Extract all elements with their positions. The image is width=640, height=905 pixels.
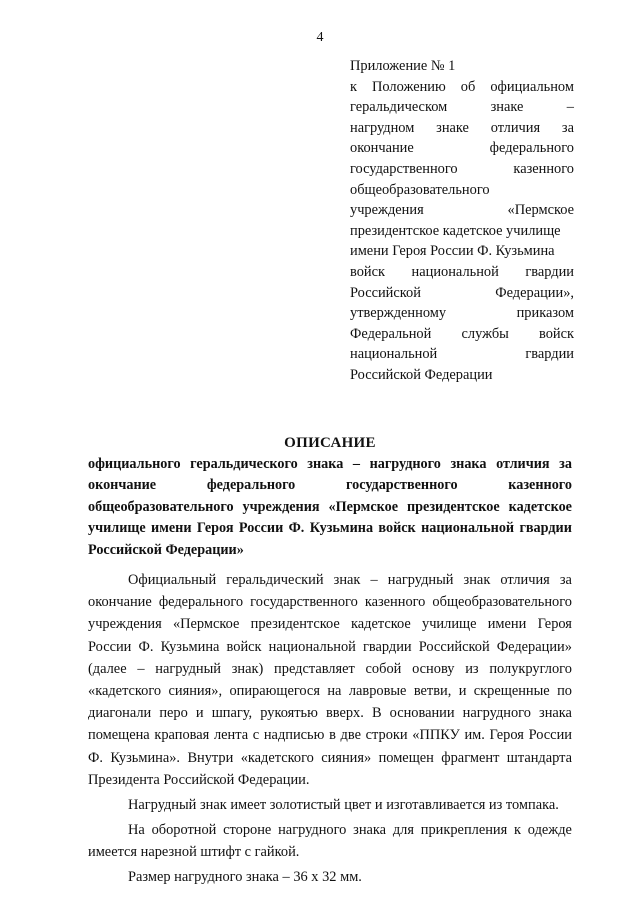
word: геральдическом — [350, 99, 448, 116]
word: Российской — [350, 284, 421, 301]
document-title: ОПИСАНИЕ — [284, 435, 376, 451]
word: государственного — [250, 594, 358, 611]
appendix-line: общеобразовательного — [350, 181, 490, 198]
word: «ППКУ — [412, 727, 460, 744]
subtitle-line: Российской Федерации» — [88, 541, 244, 558]
word: одежде — [527, 822, 572, 839]
appendix-line — [350, 283, 574, 304]
body-line: имеется нарезной штифт с гайкой. — [88, 844, 300, 861]
subtitle-line — [88, 497, 572, 518]
body-line — [88, 702, 572, 724]
word: знак) — [231, 660, 264, 677]
appendix-line: президентское кадетское училище — [350, 222, 561, 239]
appendix-line — [350, 344, 574, 365]
appendix-line — [350, 303, 574, 324]
word: – — [352, 456, 360, 472]
word: опирающегося — [229, 682, 320, 699]
body-line — [88, 724, 572, 746]
word: Внутри — [187, 749, 234, 766]
word: национальной — [350, 346, 438, 363]
word: кадетское — [508, 498, 572, 515]
word: прикрепления — [420, 822, 508, 839]
word: ветви, — [413, 682, 452, 699]
body-line — [88, 747, 572, 769]
document-subtitle — [88, 454, 572, 561]
word: президентское — [406, 498, 500, 515]
word: имени — [151, 520, 192, 537]
word: диагонали — [88, 705, 152, 722]
appendix-line: Приложение № 1 — [350, 58, 456, 74]
word: Положению — [372, 78, 446, 95]
word: с — [252, 727, 260, 744]
appendix-line: Российской Федерации — [350, 366, 493, 383]
body-line — [88, 819, 572, 841]
word: сияния» — [321, 749, 372, 766]
word: основании — [389, 705, 455, 722]
word: нагрудного — [278, 822, 347, 839]
word: окончание — [88, 594, 152, 611]
word: «кадетского — [240, 749, 314, 766]
word: Героя — [489, 727, 524, 744]
body-line — [88, 591, 572, 613]
word: отличия — [490, 119, 541, 136]
word: знаке — [436, 119, 469, 136]
appendix-line — [350, 159, 574, 180]
word: нагрудного — [369, 456, 441, 472]
word: перо — [159, 705, 188, 722]
word: окончание — [350, 140, 414, 157]
word: помещен — [378, 749, 434, 766]
word: строки — [365, 727, 408, 744]
word: официальном — [490, 78, 574, 95]
word: и — [458, 682, 467, 699]
word: знака — [353, 822, 387, 839]
word: окончание — [88, 477, 157, 494]
word: штандарта — [506, 749, 572, 766]
body-line — [88, 636, 572, 658]
word: знака — [539, 705, 572, 722]
word: казенного — [364, 594, 426, 611]
word: войск — [378, 520, 416, 537]
word: отличия — [496, 456, 550, 472]
appendix-header — [350, 56, 574, 386]
word: сияния», — [168, 682, 223, 699]
subtitle-line — [88, 518, 572, 539]
word: лента — [213, 727, 249, 744]
body-line — [88, 569, 572, 591]
word: России — [528, 727, 572, 744]
appendix-line — [350, 262, 574, 283]
word: России — [88, 638, 132, 655]
word: об — [460, 78, 476, 95]
word: Кузьмина». — [110, 749, 181, 766]
word: «Пермское — [328, 498, 398, 515]
word: В — [371, 705, 382, 722]
appendix-line: имени Героя России Ф. Кузьмина — [350, 243, 555, 260]
word: России — [238, 520, 284, 537]
word: вверх. — [325, 705, 364, 722]
word: общеобразовательного — [432, 594, 572, 611]
word: утвержденному — [350, 305, 447, 322]
word: знак — [463, 572, 491, 588]
word: скрещенные — [473, 682, 550, 699]
body-line: Размер нагрудного знака – 36 х 32 мм. — [128, 869, 362, 886]
description-body — [88, 569, 572, 889]
word: по — [557, 682, 572, 699]
word: к — [350, 78, 357, 95]
word: нагрудный — [387, 572, 454, 588]
word: основу — [412, 660, 455, 677]
word: нагрудного — [462, 705, 531, 722]
word: федерального — [158, 594, 244, 611]
word: нагрудном — [350, 119, 415, 136]
word: знак — [333, 572, 361, 588]
word: «Пермское — [507, 202, 574, 219]
word: краповая — [154, 727, 210, 744]
word: знака — [307, 456, 344, 472]
word: две — [340, 727, 361, 744]
word: надписью — [263, 727, 325, 744]
word: национальной — [268, 638, 356, 655]
word: лавровые — [348, 682, 407, 699]
word: Кузьмина — [160, 638, 220, 655]
body-line — [88, 658, 572, 680]
word: помещена — [88, 727, 150, 744]
word: государственного — [350, 160, 458, 177]
body-line: Нагрудный знак имеет золотистый цвет и изготавливается из томпака. — [128, 796, 559, 813]
description-heading-block — [88, 433, 572, 561]
body-line: Президента Российской Федерации. — [88, 771, 310, 788]
word: войск — [226, 638, 262, 655]
word: нагрудный — [155, 660, 221, 677]
word: геральдического — [190, 456, 298, 472]
word: федерального — [206, 477, 296, 494]
word: Официальный — [128, 572, 217, 588]
appendix-line — [350, 138, 574, 159]
word: службы — [461, 325, 509, 342]
word: училище — [422, 616, 477, 633]
word: из — [465, 660, 479, 677]
page-number: 4 — [316, 30, 324, 45]
word: за — [559, 456, 572, 472]
appendix-line — [350, 118, 574, 139]
word: учреждения — [242, 498, 320, 515]
appendix-line — [350, 200, 574, 221]
word: Кузьмина — [309, 520, 374, 537]
word: (далее — [88, 660, 127, 677]
word: Российской — [418, 638, 490, 655]
word: полукруглого — [489, 660, 572, 677]
word: и — [195, 705, 204, 722]
word: национальной — [421, 520, 515, 537]
word: гвардии — [525, 346, 574, 363]
word: Героя — [537, 616, 572, 633]
word: учреждения — [350, 202, 424, 219]
word: Ф. — [88, 749, 103, 766]
appendix-line — [350, 97, 574, 118]
word: Героя — [196, 520, 234, 537]
word: Федерации», — [495, 284, 574, 301]
word: Федерации» — [496, 638, 572, 655]
word: в — [329, 727, 336, 744]
word: президентское — [250, 616, 340, 633]
word: войск — [350, 263, 385, 280]
word: приказом — [516, 305, 574, 322]
word: геральдический — [226, 572, 324, 588]
body-line — [88, 680, 572, 702]
body-line — [88, 613, 572, 635]
word: федерального — [489, 140, 574, 157]
subtitle-line — [88, 454, 572, 475]
word: представляет — [274, 660, 355, 677]
word: за — [561, 119, 574, 136]
word: «кадетского — [88, 682, 162, 699]
word: на — [327, 682, 342, 699]
word: для — [392, 822, 414, 839]
word: к — [514, 822, 522, 839]
word: имени — [487, 616, 527, 633]
word: Федеральной — [350, 325, 432, 342]
word: казенного — [513, 160, 574, 177]
word: отличия — [500, 572, 550, 588]
word: гвардии — [519, 520, 572, 537]
word: оборотной — [151, 822, 217, 839]
word: – — [566, 99, 574, 116]
word: собой — [365, 660, 402, 677]
subtitle-line — [88, 475, 572, 496]
word: Ф. — [138, 638, 154, 655]
word: фрагмент — [441, 749, 500, 766]
word: гвардии — [363, 638, 412, 655]
appendix-line — [350, 324, 574, 345]
word: На — [128, 822, 145, 839]
word: – — [137, 660, 145, 677]
word: знака — [450, 456, 487, 472]
word: «Пермское — [172, 616, 240, 633]
word: стороне — [223, 822, 272, 839]
word: знаке — [490, 99, 524, 116]
word: общеобразовательного — [88, 498, 234, 515]
word: государственного — [346, 477, 458, 494]
word: кадетское — [351, 616, 411, 633]
appendix-line — [350, 77, 574, 98]
word: войск — [539, 325, 574, 342]
word: – — [370, 572, 378, 588]
word: гвардии — [525, 263, 574, 280]
word: им. — [464, 727, 485, 744]
word: учреждения — [88, 616, 162, 633]
word: казенного — [508, 477, 572, 494]
word: за — [559, 572, 572, 588]
word: Ф. — [288, 520, 305, 537]
word: официального — [88, 456, 181, 472]
word: шпагу, — [211, 705, 253, 722]
word: училище — [88, 520, 146, 537]
word: национальной — [411, 263, 499, 280]
word: рукоятью — [260, 705, 318, 722]
